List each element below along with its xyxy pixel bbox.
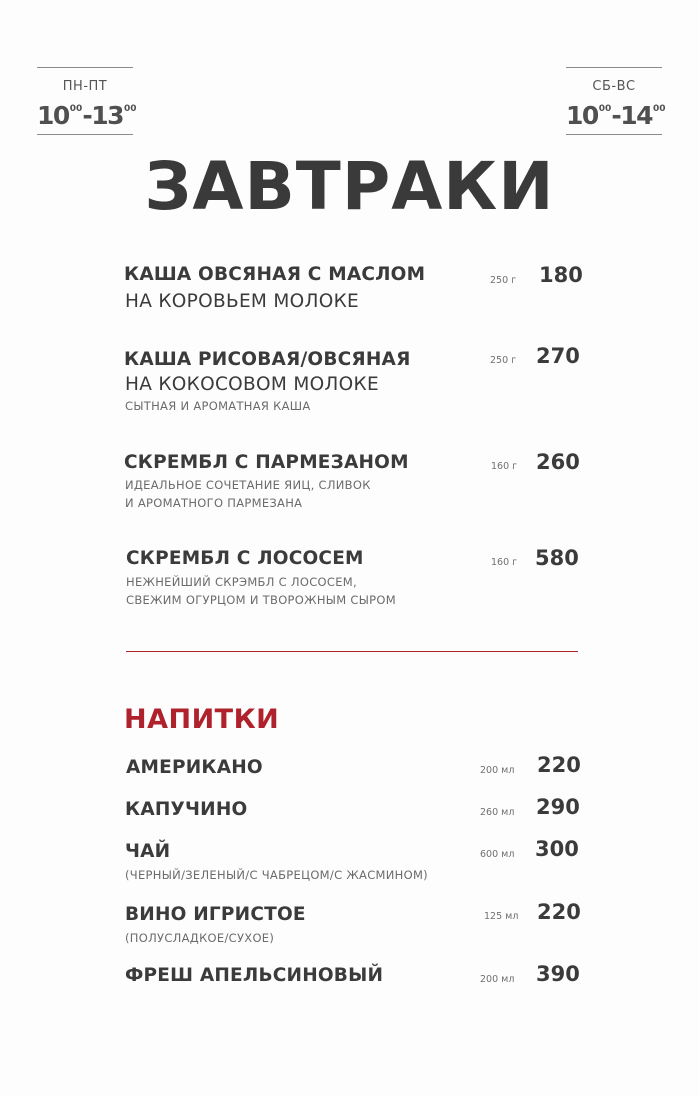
drink-item-volume: 600 мл [480, 849, 515, 860]
hours-weekend-top-rule [566, 67, 662, 68]
menu-item-subtitle: НА КОРОВЬЕМ МОЛОКЕ [125, 291, 359, 312]
hours-weekdays-bottom-rule [37, 134, 133, 135]
menu-item-name: КАША ОВСЯНАЯ С МАСЛОМ [124, 264, 426, 285]
drink-item-price: 390 [536, 962, 580, 986]
drink-item-price: 290 [536, 795, 580, 819]
menu-item-description: ИДЕАЛЬНОЕ СОЧЕТАНИЕ ЯИЦ, СЛИВОК [125, 478, 371, 492]
menu-item-description: СВЕЖИМ ОГУРЦОМ И ТВОРОЖНЫМ СЫРОМ [126, 593, 396, 607]
drink-item-price: 300 [535, 837, 579, 861]
menu-item-weight: 160 г [491, 461, 518, 472]
drink-item-name: АМЕРИКАНО [126, 757, 263, 778]
drink-item-description: (ПОЛУСЛАДКОЕ/СУХОЕ) [125, 931, 275, 945]
menu-item-description: СЫТНАЯ И АРОМАТНАЯ КАША [125, 399, 311, 413]
menu-item-price: 580 [535, 546, 579, 570]
hours-weekend-days: СБ-ВС [592, 79, 636, 94]
drink-item-price: 220 [537, 753, 581, 777]
hours-weekdays-top-rule [37, 67, 133, 68]
drink-item-volume: 125 мл [484, 911, 519, 922]
menu-item-weight: 250 г [490, 275, 517, 286]
menu-item-subtitle: НА КОКОСОВОМ МОЛОКЕ [125, 374, 379, 395]
menu-item-weight: 250 г [490, 355, 517, 366]
drink-item-name: ФРЕШ АПЕЛЬСИНОВЫЙ [125, 965, 384, 986]
hours-weekdays-days: ПН-ПТ [62, 79, 108, 94]
menu-item-price: 180 [539, 263, 583, 287]
drinks-title: НАПИТКИ [124, 704, 280, 735]
drink-item-description: (ЧЕРНЫЙ/ЗЕЛЕНЫЙ/С ЧАБРЕЦОМ/С ЖАСМИНОМ) [125, 868, 428, 882]
hours-weekend-time: $10^{00}-14^{00}$ [566, 101, 666, 130]
hours-weekend-bottom-rule [566, 134, 662, 135]
drink-item-price: 220 [537, 900, 581, 924]
menu-item-description: НЕЖНЕЙШИЙ СКРЭМБЛ С ЛОСОСЕМ, [126, 575, 357, 589]
hours-weekend [566, 67, 666, 135]
menu-item-price: 260 [536, 450, 580, 474]
drink-item-name: КАПУЧИНО [125, 799, 248, 820]
menu-item-weight: 160 г [491, 557, 518, 568]
drink-item-name: ЧАЙ [125, 841, 171, 862]
hours-weekdays-time: $10^{00}-13^{00}$ [37, 101, 137, 130]
drink-item-volume: 200 мл [480, 765, 515, 776]
hours-weekdays [37, 67, 137, 135]
section-divider [126, 651, 578, 652]
breakfast-title: ЗАВТРАКИ [144, 148, 555, 225]
menu-item-name: СКРЕМБЛ С ЛОСОСЕМ [126, 548, 364, 569]
menu-item-price: 270 [536, 344, 580, 368]
drink-item-name: ВИНО ИГРИСТОЕ [125, 904, 306, 925]
drink-item-volume: 200 мл [480, 974, 515, 985]
menu-item-description: И АРОМАТНОГО ПАРМЕЗАНА [125, 496, 303, 510]
menu-item-name: СКРЕМБЛ С ПАРМЕЗАНОМ [124, 452, 409, 473]
drink-item-volume: 260 мл [480, 807, 515, 818]
menu-item-name: КАША РИСОВАЯ/ОВСЯНАЯ [124, 349, 411, 370]
